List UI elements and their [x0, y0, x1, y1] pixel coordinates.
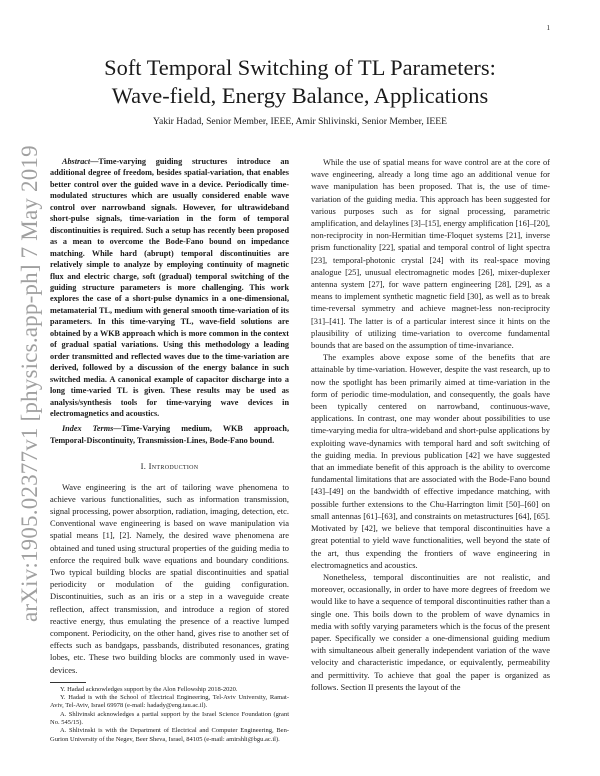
abstract-label: Abstract	[62, 157, 91, 166]
section-heading	[50, 460, 289, 472]
title-line-1: Soft Temporal Switching of TL Parameters:	[104, 55, 496, 80]
footnote-1: Y. Hadad acknowledges support by the Alon Fellowship 2018-2020.	[60, 685, 238, 693]
section-title: Introduction	[148, 461, 199, 472]
section-number: I.	[140, 461, 147, 472]
authors: Yakir Hadad, Senior Member, IEEE, Amir Shlivinski, Senior Member, IEEE	[152, 116, 448, 127]
index-terms-text: —Time-Varying medium, WKB approach, Temporal-Discontinuity, Transmission-Lines, Bode-Fano bound.	[50, 424, 290, 445]
footnote-3: A. Shlivinski acknowledges a partial support by the Israel Science Foundation (grant No. 545/15).	[50, 710, 289, 726]
abstract-text: —Time-varying guiding structures introduce an additional degree of freedom, besides spatial-variation, that enables better control over the guided wave in a device. Periodically time-modulated structures which are usually considered enable wave control over narrowband signals. However, for ultrawideband short-pulse signals, time-variation in the form of temporal discontinuities is required. Such a setup has recently been proposed as a mean to overcome the Bode-Fano bound on impedance matching. While hard (abrupt) temporal discontinuities are relatively simple to analyze by employing continuity of magnetic flux and electric charge, soft (gradual) temporal switching of the guiding structure parameters is more challenging. This work explores the case of a short-pulse dynamics in a one-dimensional, metamaterial TL, medium with general smooth time-variation of its parameters. In this time-varying TL, wave-field solutions are obtained by a WKB approach which is more common in the context of gradual spatial variations. Using this methodology a leading order transmitted and reflected waves due to the time-variation are derived, followed by a discussion of the energy balance in such switched media. A canonical example of capacitor discharge into a long time-varied TL is given. These results may be used as analysis/synthesis tools for time-varying wave devices in electromagnetics and acoustics.	[50, 157, 289, 418]
intro-paragraph-2: While the use of spatial means for wave control are at the core of wave engineering, already a long time ago an additional venue for wave manipulation has been proposed. That is, the use of time-variation of the guiding media. This approach has been suggested for various purposes such as for signal processing, parametric amplification, and delaylines [3]–[15], energy amplification [16]–[20], non-reciprocity in non-Hermitian time-Floquet systems [21], inverse prism functionality [22], spatial and temporal control of light spectra [23], temporal-photonic crystal [24] with its real-space moving analogue [25], unusual electromagnetic modes [26], mixer-duplexer antenna system [27], for wave pattern engineering [28], [29], as a means to implement synthetic magnetic field [30], as well as to break time-reversal symmetry and achieve magnet-less non-reciprocity [31]–[41]. The latter is of a particular interest since it hints on the plausibility of utilizing time-variation to overcome fundamental bounds that are based on the assumption of time-invariance.	[311, 157, 550, 351]
right-column	[311, 156, 550, 693]
intro-paragraph-3: The examples above expose some of the benefits that are attainable by time-variation. However, despite the vast research, up to now the spotlight has been primarily aimed at time-variation in the form of periodic time-modulation, and consequently, the goals have been typically centered on narrowband, continuous-wave, applications. In contrast, one may wonder about possibilities to use time-varying media for ultra-wideband and short-pulse applications by exploiting wave-dynamics with temporal hard and soft switching of the guiding media. In previous publication [42] we have suggested that an immediate benefit of this approach is the ability to overcome fundamental limitations that are associated with the Bode-Fano bound [43]–[49] on the bandwidth of effective impedance matching, with possible further extensions to the Chu-Harrington limit [50]–[60] on small antennas [61]–[63], and constraints on metastructures [64], [65]. Motivated by [42], we believe that temporal discontinuities have a great potential to yield wave functionalities, well beyond the state of the art, thus expending the frontiers of wave engineering in electromagnetics and acoustics.	[311, 352, 550, 570]
title-line-2: Wave-field, Energy Balance, Applications	[111, 83, 489, 108]
footnote-4: A. Shlivinski is with the Department of Electrical and Computer Engineering, Ben-Gurion University of the Negev, Beer Sheva, Israel, 84105 (e-mail: amirshli@bgu.ac.il).	[50, 727, 289, 743]
paper-title	[40, 54, 560, 110]
intro-paragraph-4: Nonetheless, temporal discontinuities are not realistic, and moreover, occasionally, in order to have more degrees of freedom we would like to have a sequence of temporal discontinuities rather than a single one. This boils down to the problem of wave dynamics in media with softly varying parameters which is the focus of the present paper. Specifically we consider a one-dimensional guiding medium with simultaneous albeit generally independent variation of the wave velocity and characteristic impedance, or equivalently, permeability and permittivity. To achieve that goal the paper is organized as follows. Section II presents the layout of the	[311, 571, 550, 692]
left-column	[50, 156, 289, 744]
authors-line	[40, 116, 560, 127]
intro-paragraph-1: Wave engineering is the art of tailoring wave phenomena to achieve various functionalities, such as information transmission, signal processing, power absorption, radiation, imaging, detection, etc. Conventional wave engineering is based on wave manipulation via spatial means [1], [2]. Namely, the desired wave phenomena are obtained and tuned using structural properties of the guiding media to enforce the required bulk wave equations and boundary conditions. Two typical building blocks are spatial discontinuities and spatial periodicity or modulation of the guiding configuration. Discontinuities, such as an iris or a step in a waveguide create reflection, affect transmission, and introduce a region of stored reactive energy, thus emulating the presence of a reactive lumped component. Periodicity, on the other hand, gives rise to another set of effects such as bandgaps, passbands, distributed resonances, grating lobes, etc. These two building blocks are commonly used in wave-devices.	[50, 481, 289, 675]
index-terms-label: Index Terms	[62, 424, 114, 434]
abstract	[50, 156, 289, 419]
index-terms	[50, 423, 289, 446]
footnote-rule	[50, 682, 86, 683]
page-number: 1	[546, 24, 550, 32]
arxiv-stamp: arXiv:1905.02377v1 [physics.app-ph] 7 May 2019	[17, 145, 42, 622]
footnote-2: Y. Hadad is with the School of Electrical Engineering, Tel-Aviv University, Ramat-Aviv, Tel-Aviv, Israel 69978 (e-mail: hadady@eng.tau.ac.il).	[50, 694, 289, 710]
